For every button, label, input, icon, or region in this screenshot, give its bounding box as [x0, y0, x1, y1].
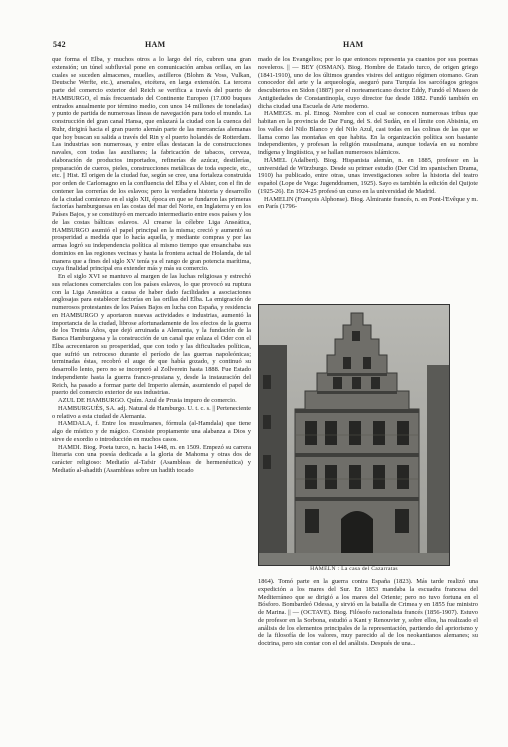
photo-caption: HAMELN : La casa del Cazarratas [310, 566, 398, 572]
running-head-left: HAM [145, 40, 166, 49]
house-photograph [258, 304, 450, 566]
entry-azul-de-hamburgo: AZUL DE HAMBURGO. Quím. Azul de Prusia impuro de comercio. [58, 397, 237, 404]
entry-hamdi-continued: mado de los Evangelios; por lo que entonces representa ya cuantos por sus poemas noveleros. || — BEY (OSMAN). Biog. Hombre de Estado turco, de origen griego (1841-1910), uno de los últimos grandes visires del antiguo régimen otomano. Gran conocedor del arte y la arqueología, aseguró para Turquía los sarcófagos griegos descubiertos en Sidon (1887) por el norteamericano doctor Eddy, Fundó el Museo de Antigüedades de Constantinopla, cuyo director fue desde 1882. Fundó también en dicha ciudad una Escuela de Arte moderno. [258, 56, 478, 110]
gabled-house-image [259, 305, 449, 565]
entry-hamdala: HAMDALA, f. Entre los musulmanes, fórmula (al-Hamdala) que tiene algo de místico y de mágico. Consiste propiamente una alabanza a Dios y sirve de exordio o introducción en muchos casos. [52, 420, 251, 443]
running-head-right: HAM [343, 40, 364, 49]
entry-hamelin: HAMELIN (François Alphonse). Biog. Almirante francés, n. en Pont-l'Evêque y m. en París (1796- [258, 195, 478, 211]
entry-hamdi: HAMDI. Biog. Poeta turco, n. hacia 1448, m. en 1509. Empezó su carrera literaria con una poesía dedicada a la gloria de Mahoma y otras dos de carácter religioso: Mediatío al-Tafsir (Asambleas de hermenéutica) y Mediatío al-ahadith (Asambleas sobre un hadith tocado [52, 443, 251, 474]
entry-hamel: HÄMEL (Adalbert). Biog. Hispanista alemán, n. en 1885, profesor en la universidad de Würzburgo. Desde su primer estudio (Der Cid im spanischen Drama, 1910) ha publicado, entre otras, unas investigaciones sobre la historia del teatro español (Lope de Vega: Jugenddramen, 1925). Sayo es también la edición del Quijote (1925-26). En 1924-25 profesó un curso en la universidad de Madrid. [258, 156, 478, 195]
entry-hamelin-continued: 1864). Tomó parte en la guerra contra España (1823). Más tarde realizó una expedición a los mares del Sur. En 1853 mandaba la escuadra francesa del Mediterráneo que se dirigió a los mares del Oriente; pero no tuvo fortuna en el Bósforo. Bombardeó Odessa, y sirvió en la batalla de Crimea y en 1855 fue ministro de Marina. || — (OCTAVE). Biog. Filósofo racionalista francés (1856-1907). Estuvo de profesor en la Sorbona, estudió a Kant y Renouvier y, sobre ellos, ha realizado el análisis de los elementos principales de la representación, partiendo del apriorismo y de la filosofía de los valores, muy parecido al de los neokantianos alemanes; su doctrina, pero sin contar con el del análisis. Después de una... [258, 578, 478, 647]
entry-hamegs: HAMEGS. m. pl. Etnog. Nombre con el cual se conocen numerosas tribus que habitan en la provincia de Dar Fung, del S. del Sudán, en el límite con Abisinia, en los valles del Nilo Blanco y del Nilo Azul, casi todas en las colinas de las que se llama como las montañas en que habita. En la organización política son bastante independientes, y profesan la religión musulmana, aunque todavía en su nombre indígena y lingüística, y se hallan numerosos islámicos. [258, 110, 478, 156]
entry-hamburgo-continued: que forma el Elba, y muchos otros a lo largo del río, cubren una gran extensión; un túnel subfluvial pone en comunicación ambas orillas, en las cuales se suceden almacenes, muelles, astilleros (Blohm & Voss, Vulkan, Deutsche Werfte, etc.), arsenales, etcétera, en larga extensión. La tercera parte del comercio exterior del Reich se verifica a través del puerto de HAMBURGO, el más frecuentado del Continente Europeo (17.000 buques entrados anualmente por término medio, con unos 14 millones de toneladas) y punto de partida de numerosas líneas de navegación para todo el mundo. La construcción del gran canal Hansa, que enlazará la ciudad con la cuenca del Ruhr, dirigirá hacia el gran puerto alemán parte de las mercancías alemanas que hoy buscan su salida a través del Rin y el puerto holandés de Rotterdam. Las industrias son numerosas, y entre ellas destacan la de construcciones navales, con todas las auxiliares; la fabricación de tabacos, cerveza, elaboración de productos importados, refinerías de azúcar, destilerías, preparación de cueros, pieles, construcciones metálicas de toda especie, etc., etc. || Hist. El origen de la ciudad fue, según se cree, una fortaleza construida por orden de Carlomagno en la confluencia del Elba y el Alster, con el fin de contener las correrías de los eslavos; pero la verdadera historia y desarrollo de la ciudad comienzo en el siglo XII, época en que se fundaron las primeras factorías hamburguesas en las costas del mar del Norte, en Inglaterra y en los Países Bajos, y se constituyó en mercado intermediario entre esos países y los de las costas bálticas eslavos. Al crearse la célebre Liga Anseática, HAMBURGO asumió el papel principal en la misma; creció y aumentó su prosperidad a medida que lo hacía aquella, y mediante compras y por las armas logró su independencia política al mismo tiempo que ensanchaba sus dominios en las regiones vecinas y hasta la frontera actual de Holanda, de tal manera que a fines del siglo XV tenía ya el rango de gran potencia marítima, cuya finalidad principal era extender más y más su comercio. [52, 56, 251, 273]
left-column [52, 56, 251, 728]
page-number: 542 [53, 40, 66, 49]
right-column-lower [258, 578, 478, 738]
right-column-upper [258, 56, 478, 302]
entry-hamburgues: HAMBURGUÉS, SA. adj. Natural de Hamburgo. U. t. c. s. || Perteneciente o relativo a esta ciudad de Alemania. [52, 404, 251, 420]
entry-hamburgo-history: En el siglo XVI se mantuvo al margen de las luchas religiosas y estrechó sus relaciones comerciales con los países eslavos, lo que provocó su ruptura con la Liga Anseática a causa de haber dado facilidades a asociaciones anglosajas para establecer factorías en las orillas del Elba. La emigración de numerosos protestantes de los Países Bajos en lucha con España, y residencia en HAMBURGO y aportaron nuevas actividades e industrias, aumentó la importancia de la ciudad, librose afortunadamente de los efectos de la guerra de los Treinta Años, que dejó arruinada a Alemania, y la fundación de la Banca Hamburguesa y la construcción de un canal que enlaza el Oder con el Elba acrecentaron su prosperidad, que con todo y las dificultades políticas, que sufrió un retroceso durante el período de las guerras napoleónicas; terminadas éstas, recobró el auge de que había gozado, y continuó su desarrollo lento, pero no se incorporó al Zollverein hasta 1888. Fue Estado independiente hasta la guerra franco-prusiana y, desde la instauración del Reich, ha pasado a formar parte del Imperio alemán, asumiendo el papel de puerto del comercio exterior de sus industrias. [52, 273, 251, 397]
